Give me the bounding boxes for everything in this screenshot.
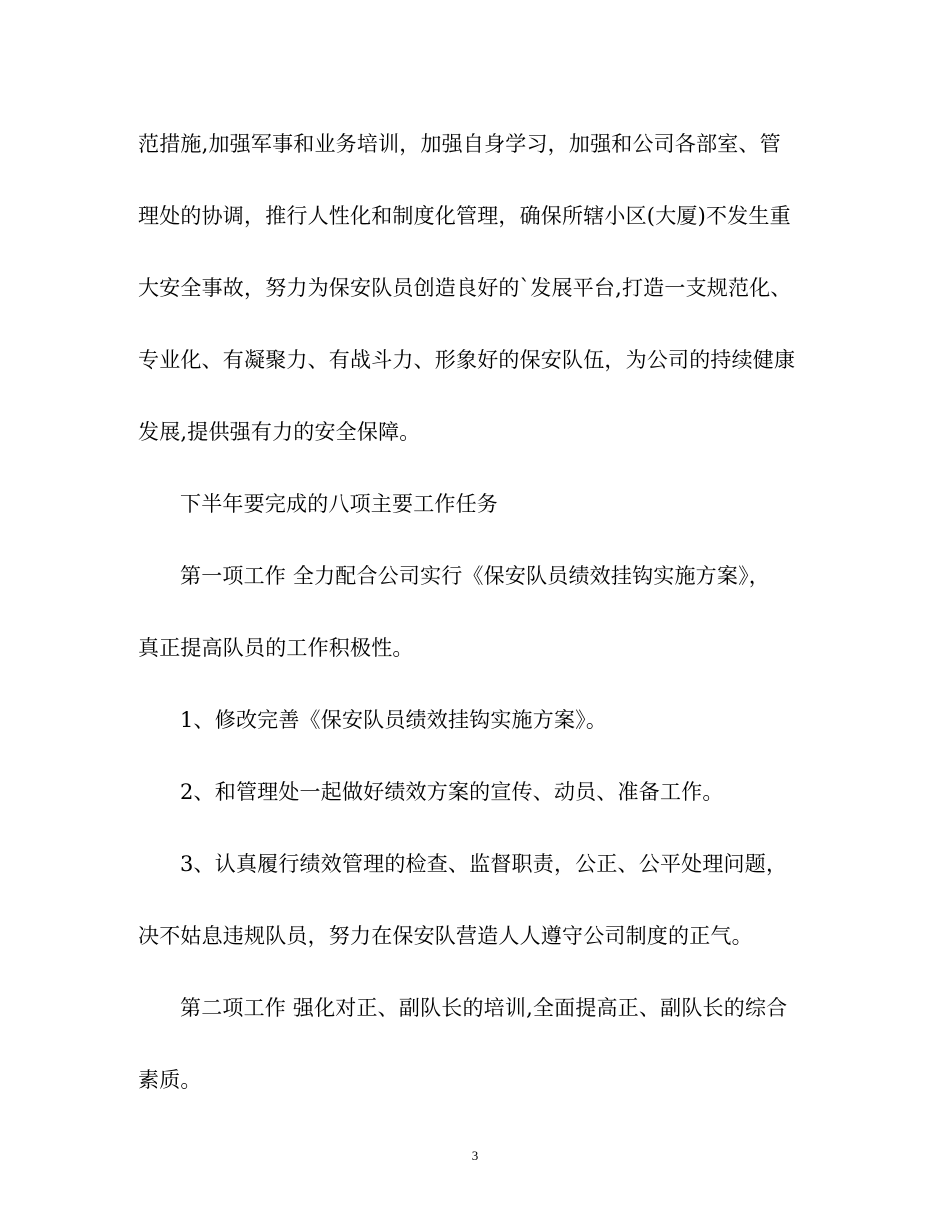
- document-body: [138, 122, 818, 1130]
- text-line: 理处的协调，推行人性化和制度化管理，确保所辖小区(大厦)不发生重: [138, 204, 791, 228]
- list-item-3: 3、认真履行绩效管理的检查、监督职责，公正、公平处理问题，: [180, 852, 788, 876]
- task-heading-2: 第二项工作 强化对正、副队长的培训,全面提高正、副队长的综合: [180, 996, 788, 1020]
- text-line: 大安全事故，努力为保安队员创造良好的`发展平台,打造一支规范化、: [138, 276, 792, 300]
- text-line: 发展,提供强有力的安全保障。: [138, 420, 421, 444]
- text-line: 范措施,加强军事和业务培训，加强自身学习，加强和公司各部室、管: [138, 132, 781, 156]
- section-heading: 下半年要完成的八项主要工作任务: [180, 492, 498, 516]
- list-item-1: 1、修改完善《保安队员绩效挂钩实施方案》。: [180, 708, 608, 732]
- text-line: 决不姑息违规队员，努力在保安队营造人人遵守公司制度的正气。: [138, 924, 753, 948]
- task-heading-1: 第一项工作 全力配合公司实行《保安队员绩效挂钩实施方案》，: [180, 564, 770, 588]
- text-line: 素质。: [138, 1068, 202, 1092]
- text-line: 专业化、有凝聚力、有战斗力、形象好的保安队伍，为公司的持续健康: [138, 348, 796, 372]
- text-line: 真正提高队员的工作积极性。: [138, 636, 414, 660]
- page-number: 3: [471, 1148, 479, 1163]
- list-item-2: 2、和管理处一起做好绩效方案的宣传、动员、准备工作。: [180, 780, 724, 804]
